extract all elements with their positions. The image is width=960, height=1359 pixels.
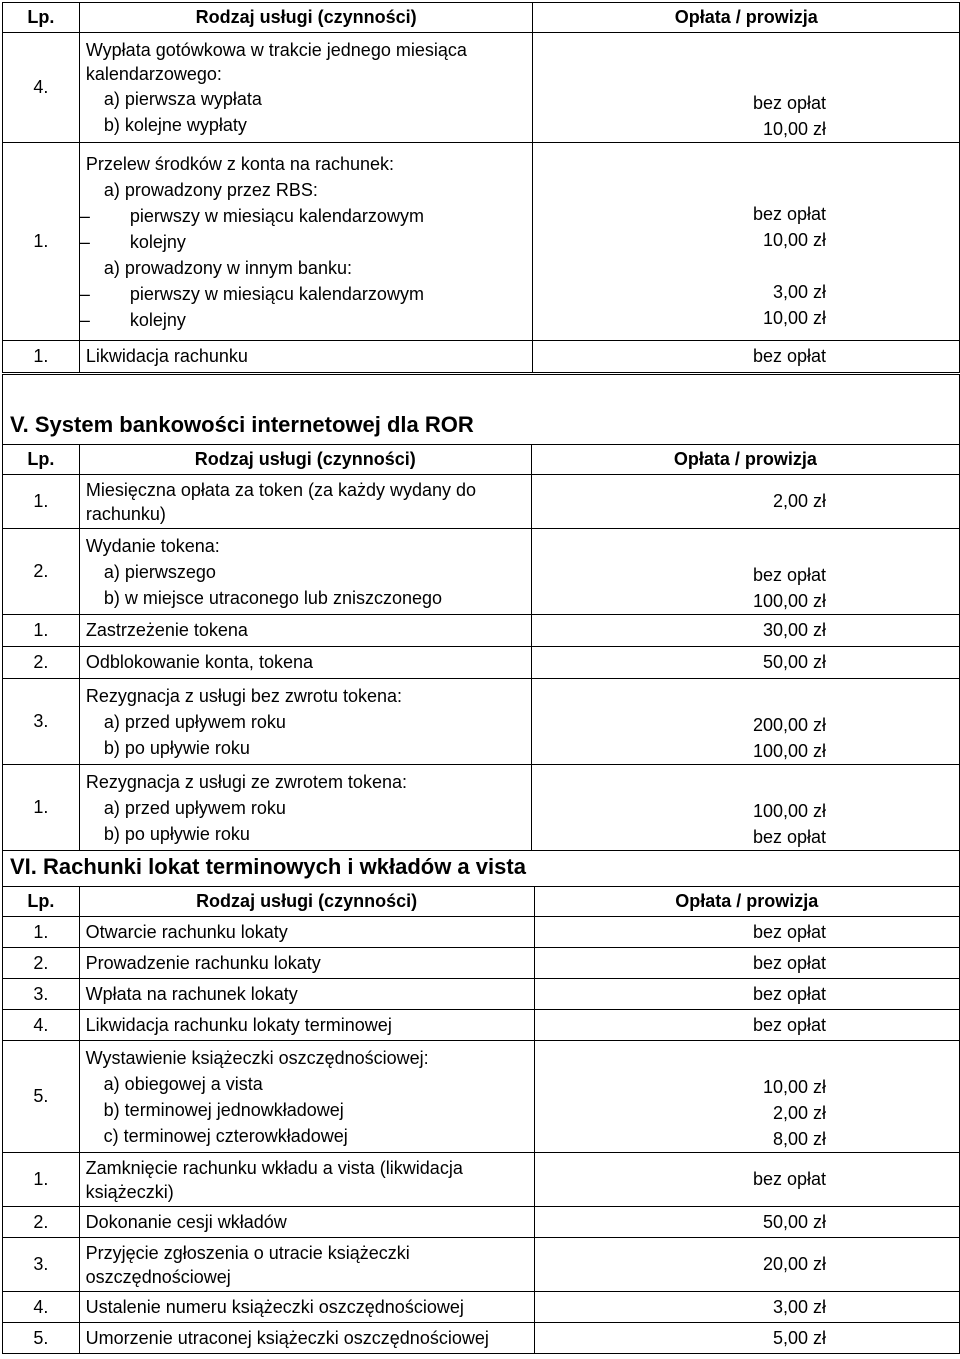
fees-table-internet-banking — [2, 444, 960, 851]
service-label: Przyjęcie zgłoszenia o utracie książeczki oszczędnościowej — [79, 1238, 534, 1292]
service-title: Wystawienie książeczki oszczędnościowej: — [85, 1047, 429, 1068]
service-item: a) obiegowej a vista — [103, 1073, 263, 1094]
row-number: 2. — [3, 529, 80, 615]
service-cell — [79, 679, 531, 765]
fee-value: 30,00 zł — [531, 615, 959, 647]
service-label: Umorzenie utraconej książeczki oszczędnościowej — [79, 1323, 534, 1354]
fee-value: bez opłat — [752, 93, 826, 113]
table-row — [3, 529, 960, 615]
service-title: Rezygnacja z usługi bez zwrotu tokena: — [85, 685, 402, 706]
header-service: Rodzaj usługi (czynności) — [79, 3, 533, 33]
table-row — [3, 647, 960, 679]
service-item: b) w miejsce utraconego lub zniszczonego — [103, 587, 443, 608]
row-number: 1. — [3, 765, 80, 851]
table-row — [3, 679, 960, 765]
table-row — [3, 1207, 960, 1238]
row-number: 2. — [3, 647, 80, 679]
row-number: 3. — [3, 679, 80, 765]
fees-table-deposits — [2, 886, 960, 1354]
fee-value: bez opłat — [534, 1153, 960, 1207]
dash-icon: – — [79, 283, 90, 304]
service-subitem — [80, 307, 527, 333]
row-number: 1. — [3, 143, 80, 341]
row-number: 1. — [3, 475, 80, 529]
service-label: Likwidacja rachunku — [79, 341, 533, 373]
row-number: 5. — [3, 1323, 80, 1354]
service-item: b) kolejne wypłaty — [103, 114, 247, 135]
fee-value: bez opłat — [534, 948, 960, 979]
table-row — [3, 1323, 960, 1354]
row-number: 1. — [3, 917, 80, 948]
service-title: Rezygnacja z usługi ze zwrotem tokena: — [85, 771, 407, 792]
service-label: Likwidacja rachunku lokaty terminowej — [79, 1010, 534, 1041]
service-label: Zastrzeżenie tokena — [79, 615, 531, 647]
service-label: Zamknięcie rachunku wkładu a vista (likwidacja książeczki) — [79, 1153, 534, 1207]
table-row — [3, 33, 960, 143]
fee-cell — [534, 1041, 960, 1153]
row-number: 1. — [3, 615, 80, 647]
fee-value: bez opłat — [752, 565, 826, 585]
service-cell — [79, 765, 531, 851]
dash-icon: – — [79, 309, 90, 330]
service-label: Ustalenie numeru książeczki oszczędnościowej — [79, 1292, 534, 1323]
fee-value: 100,00 zł — [752, 741, 826, 761]
service-cell — [79, 529, 531, 615]
header-service: Rodzaj usługi (czynności) — [79, 887, 534, 917]
header-fee: Opłata / prowizja — [534, 887, 960, 917]
fee-cell — [531, 529, 959, 615]
table-row — [3, 1010, 960, 1041]
fee-value: bez opłat — [533, 341, 960, 373]
fee-value: 3,00 zł — [534, 1292, 960, 1323]
service-subitem-label: pierwszy w miesiącu kalendarzowym — [129, 205, 424, 226]
fee-value: 20,00 zł — [534, 1238, 960, 1292]
table-row — [3, 1041, 960, 1153]
service-item: b) po upływie roku — [103, 737, 250, 758]
row-number: 4. — [3, 1292, 80, 1323]
service-item: a) przed upływem roku — [103, 711, 286, 732]
fee-cell — [531, 679, 959, 765]
table-row — [3, 1153, 960, 1207]
fee-cell — [533, 143, 960, 341]
table-row — [3, 917, 960, 948]
table-row — [3, 948, 960, 979]
fee-value: 2,00 zł — [531, 475, 959, 529]
table-row — [3, 1292, 960, 1323]
table-header-row — [3, 3, 960, 33]
header-lp: Lp. — [3, 445, 80, 475]
table-row — [3, 979, 960, 1010]
service-subitem — [80, 281, 527, 307]
fee-value: 10,00 zł — [762, 1077, 826, 1097]
service-item: a) pierwszego — [103, 561, 216, 582]
fee-value: bez opłat — [752, 827, 826, 847]
service-subitem — [80, 203, 527, 229]
fee-value: bez opłat — [534, 979, 960, 1010]
service-title: Przelew środków z konta na rachunek: — [85, 153, 394, 174]
fee-value: bez opłat — [534, 1010, 960, 1041]
header-lp: Lp. — [3, 887, 80, 917]
fee-cell — [533, 33, 960, 143]
section-title: VI. Rachunki lokat terminowych i wkładów a vista — [10, 854, 526, 879]
table-row — [3, 143, 960, 341]
fee-value: bez opłat — [752, 204, 826, 224]
fee-value: 100,00 zł — [752, 591, 826, 611]
fee-value: 5,00 zł — [534, 1323, 960, 1354]
header-fee: Opłata / prowizja — [531, 445, 959, 475]
service-label: Miesięczna opłata za token (za każdy wydany do rachunku) — [79, 475, 531, 529]
fee-value: bez opłat — [534, 917, 960, 948]
table-header-row — [3, 887, 960, 917]
service-item: b) terminowej jednowkładowej — [103, 1099, 344, 1120]
fee-value: 2,00 zł — [772, 1103, 826, 1123]
fee-value: 50,00 zł — [531, 647, 959, 679]
service-item: a) prowadzony przez RBS: — [103, 179, 318, 200]
service-subitem-label: kolejny — [129, 309, 186, 330]
row-number: 5. — [3, 1041, 80, 1153]
service-title: Wypłata gotówkowa w trakcie jednego miesiąca kalendarzowego: — [85, 39, 467, 84]
service-label: Dokonanie cesji wkładów — [79, 1207, 534, 1238]
service-item: a) przed upływem roku — [103, 797, 286, 818]
service-cell — [79, 1041, 534, 1153]
section-title: V. System bankowości internetowej dla ROR — [10, 412, 474, 437]
fee-value: 10,00 zł — [762, 230, 826, 250]
fee-value: 50,00 zł — [534, 1207, 960, 1238]
fee-value: 10,00 zł — [762, 119, 826, 139]
row-number: 4. — [3, 33, 80, 143]
service-subitem-label: kolejny — [129, 231, 186, 252]
header-fee: Opłata / prowizja — [533, 3, 960, 33]
fee-cell — [531, 765, 959, 851]
service-item: a) pierwsza wypłata — [103, 88, 262, 109]
row-number: 4. — [3, 1010, 80, 1041]
service-label: Odblokowanie konta, tokena — [79, 647, 531, 679]
service-item: a) prowadzony w innym banku: — [103, 257, 352, 278]
header-service: Rodzaj usługi (czynności) — [79, 445, 531, 475]
row-number: 1. — [3, 1153, 80, 1207]
fee-value: 100,00 zł — [752, 801, 826, 821]
fee-value: 200,00 zł — [752, 715, 826, 735]
service-cell — [79, 143, 533, 341]
fees-table-accounts — [2, 2, 960, 373]
row-number: 2. — [3, 1207, 80, 1238]
service-label: Wpłata na rachunek lokaty — [79, 979, 534, 1010]
service-label: Prowadzenie rachunku lokaty — [79, 948, 534, 979]
header-lp: Lp. — [3, 3, 80, 33]
service-cell — [79, 33, 533, 143]
fee-value: 8,00 zł — [772, 1129, 826, 1149]
dash-icon: – — [79, 231, 90, 252]
dash-icon: – — [79, 205, 90, 226]
row-number: 2. — [3, 948, 80, 979]
row-number: 3. — [3, 979, 80, 1010]
service-title: Wydanie tokena: — [85, 535, 220, 556]
service-subitem-label: pierwszy w miesiącu kalendarzowym — [129, 283, 424, 304]
table-header-row — [3, 445, 960, 475]
service-item: b) po upływie roku — [103, 823, 250, 844]
service-subitem — [80, 229, 527, 255]
row-number: 3. — [3, 1238, 80, 1292]
table-row — [3, 341, 960, 373]
fee-value: 3,00 zł — [772, 282, 826, 302]
service-label: Otwarcie rachunku lokaty — [79, 917, 534, 948]
table-row — [3, 475, 960, 529]
table-row — [3, 765, 960, 851]
fee-value: 10,00 zł — [762, 308, 826, 328]
service-item: c) terminowej czterowkładowej — [103, 1125, 348, 1146]
table-row — [3, 615, 960, 647]
row-number: 1. — [3, 341, 80, 373]
table-row — [3, 1238, 960, 1292]
